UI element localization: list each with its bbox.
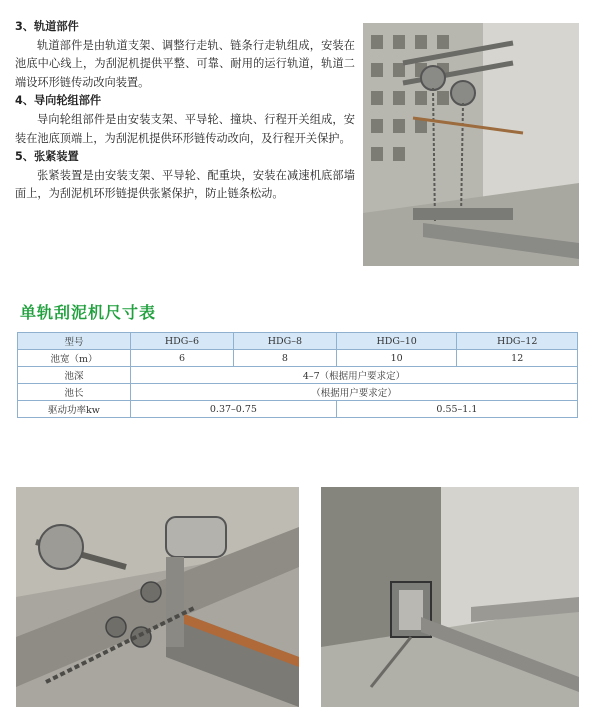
table-cell: 0.37–0.75 — [131, 401, 337, 418]
section-3-heading: 3、轨道部件 — [15, 20, 79, 33]
table-cell: （根据用户要求定） — [131, 384, 578, 401]
table-header-row — [18, 333, 578, 350]
row-label: 驱动功率kw — [18, 401, 131, 418]
header-model: HDG–8 — [233, 333, 336, 350]
row-label: 池长 — [18, 384, 131, 401]
guide-wheel-photo — [363, 23, 579, 266]
spec-table — [17, 332, 578, 418]
row-label: 池宽（m） — [18, 350, 131, 367]
section-4-body: 导向轮组部件是由安装支架、平导轮、撞块、行程开关组成，安装在池底顶端上，为刮泥机提供环形链传动改向，及行程开关保护。 — [15, 112, 355, 145]
description-block — [15, 18, 355, 204]
header-model: HDG–6 — [131, 333, 234, 350]
drive-unit-photo — [16, 487, 299, 707]
row-label: 池深 — [18, 367, 131, 384]
table-cell: 8 — [233, 350, 336, 367]
tensioner-photo — [321, 487, 579, 707]
header-label: 型号 — [18, 333, 131, 350]
table-cell: 0.55–1.1 — [336, 401, 577, 418]
table-title: 单轨刮泥机尺寸表 — [20, 303, 157, 322]
section-5-heading: 5、张紧装置 — [15, 150, 79, 164]
header-model: HDG–10 — [336, 333, 457, 350]
table-cell: 4–7（根据用户要求定） — [131, 367, 578, 384]
table-cell: 12 — [457, 350, 578, 367]
table-row — [18, 367, 578, 384]
table-cell: 6 — [131, 350, 234, 367]
table-cell: 10 — [336, 350, 457, 367]
section-5-body: 张紧装置是由安装支架、平导轮、配重块，安装在减速机底部墙面上，为刮泥机环形链提供张紧保护，防止链条松动。 — [15, 168, 355, 201]
table-row — [18, 401, 578, 418]
table-row — [18, 384, 578, 401]
table-row — [18, 350, 578, 367]
section-4-heading: 4、导向轮组部件 — [15, 94, 102, 108]
header-model: HDG–12 — [457, 333, 578, 350]
section-3-body: 轨道部件是由轨道支架、调整行走轨、链条行走轨组成，安装在池底中心线上，为刮泥机提供平整、可靠、耐用的运行轨道，轨道二端设环形链传动改向装置。 — [15, 38, 355, 89]
